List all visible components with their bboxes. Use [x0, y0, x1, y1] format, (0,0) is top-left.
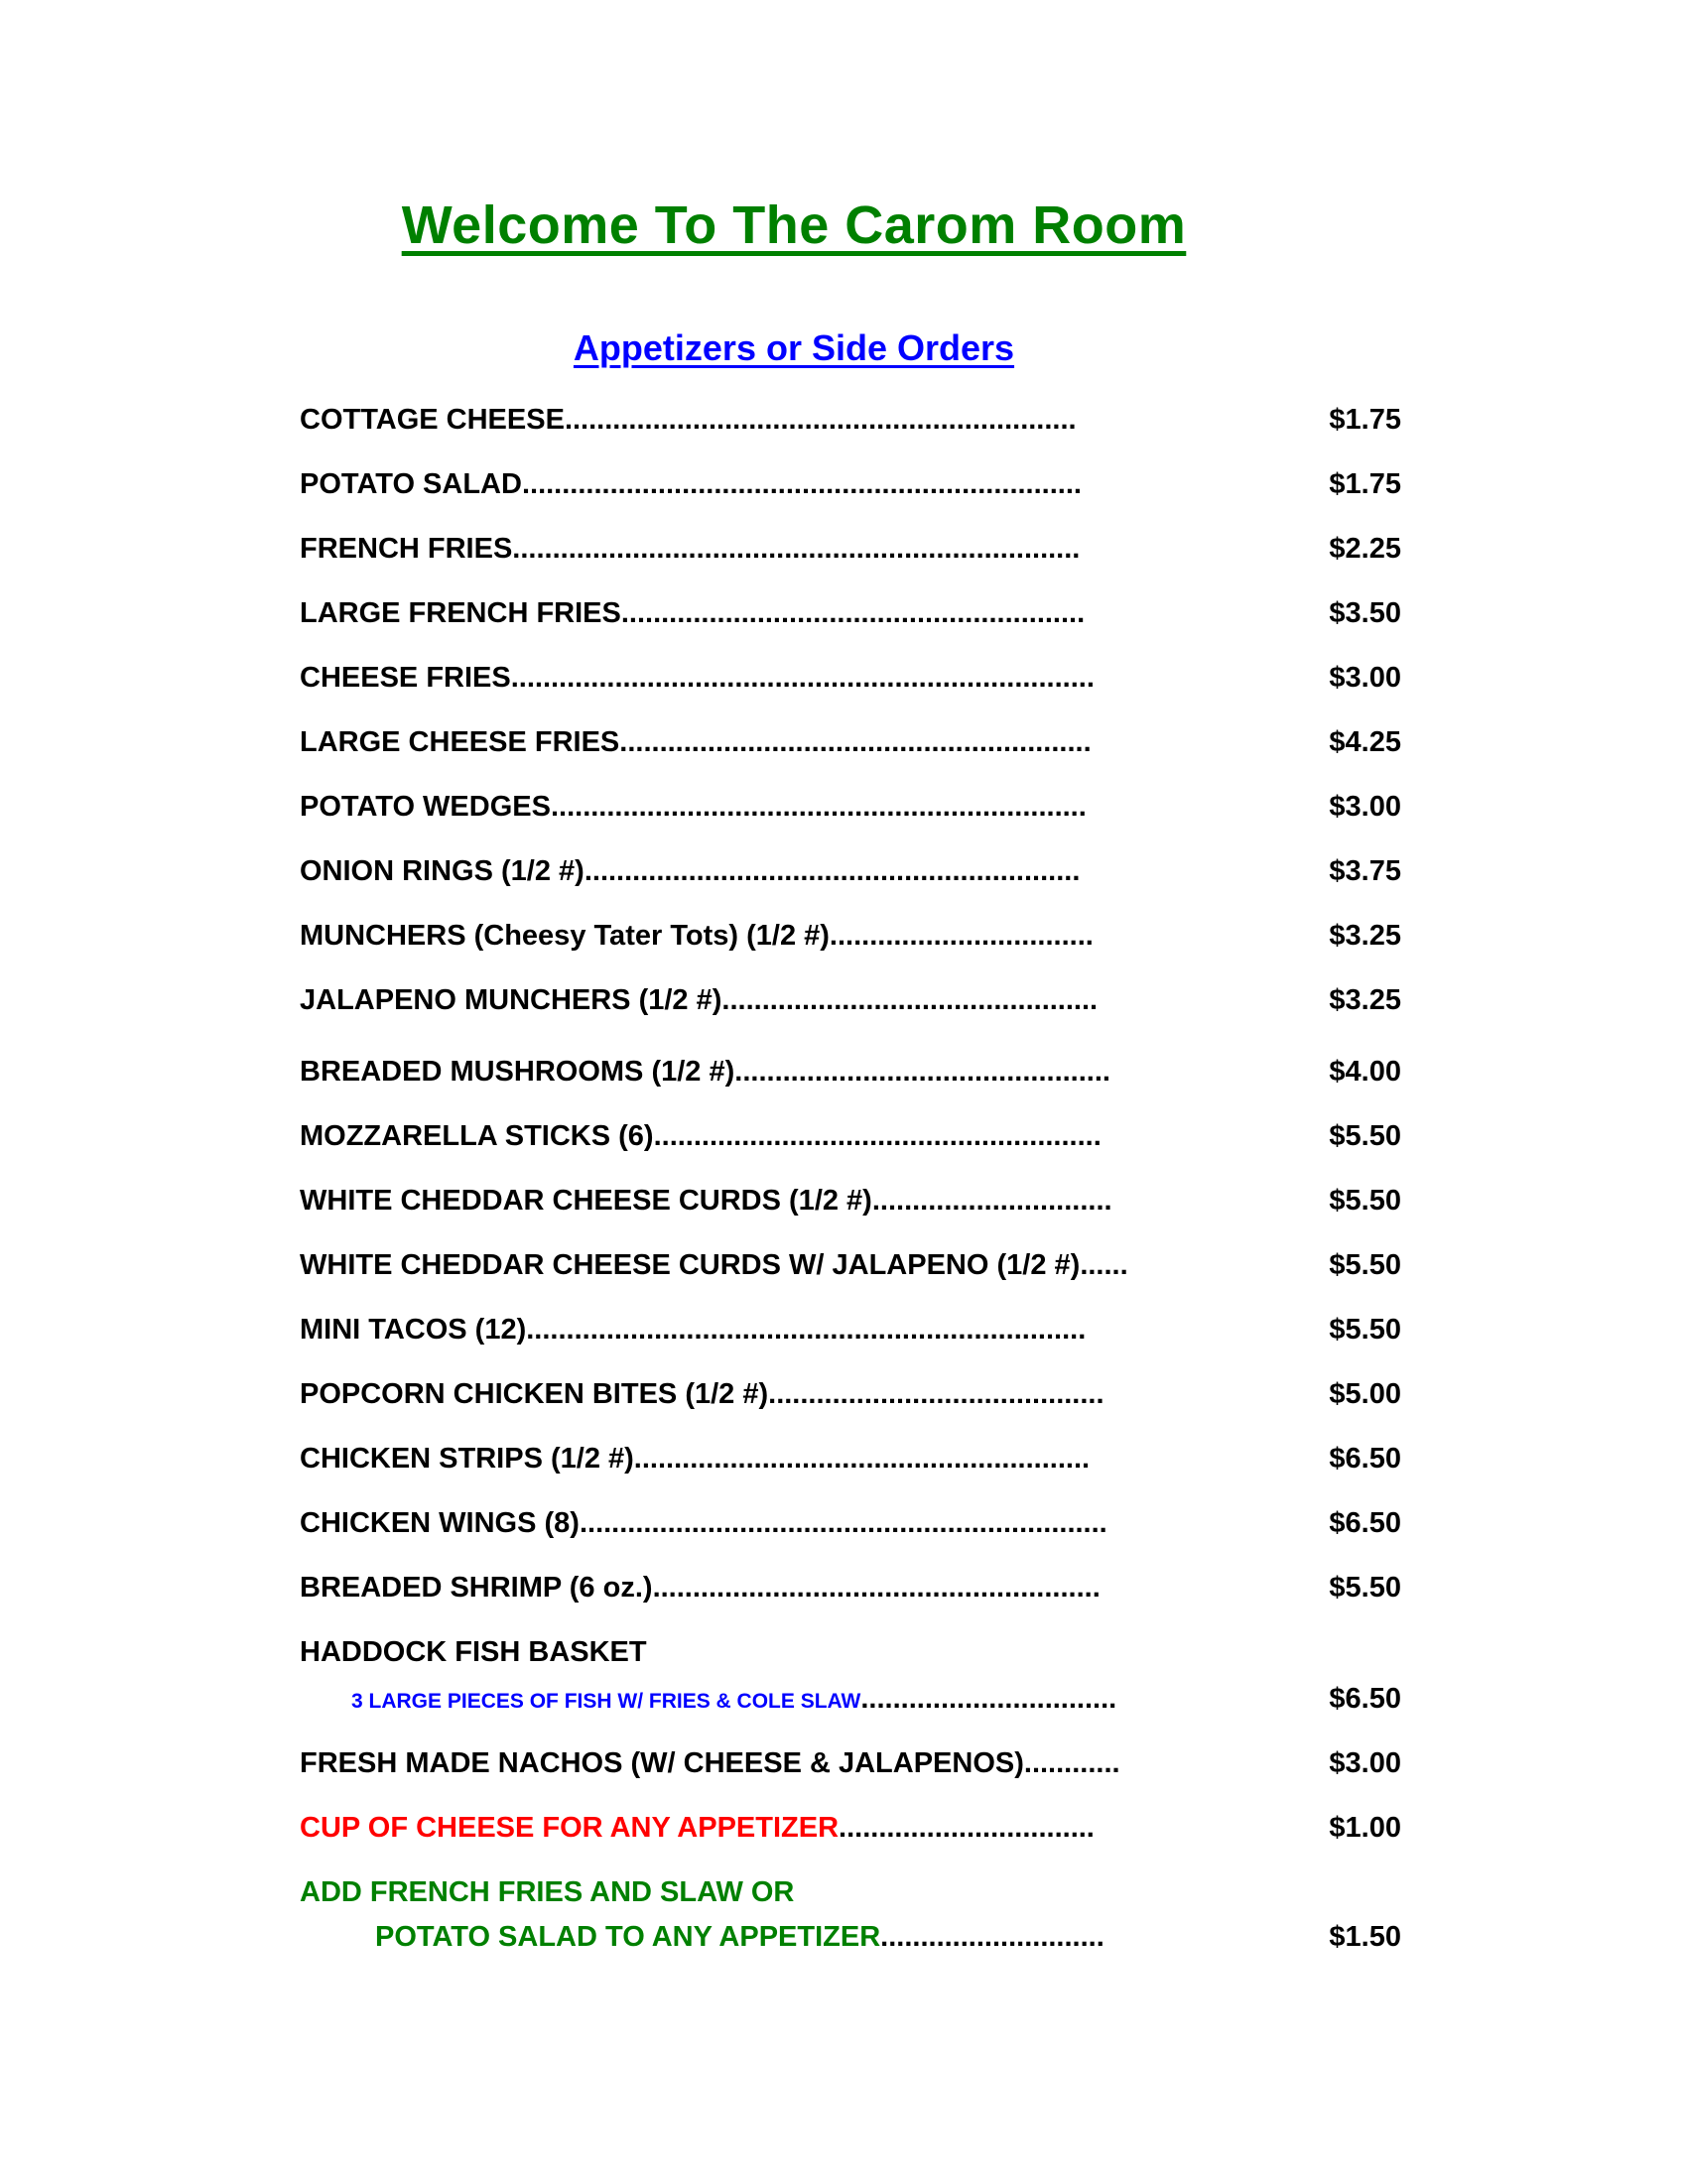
section-heading: Appetizers or Side Orders: [573, 327, 1015, 368]
item-name: LARGE FRENCH FRIES: [300, 597, 621, 629]
item-price: $6.50: [1329, 1507, 1401, 1539]
item-name: MOZZARELLA STICKS (6): [300, 1120, 654, 1152]
item-name: BREADED MUSHROOMS (1/2 #): [300, 1056, 735, 1088]
leader-dots: ........................................................: [653, 1120, 1102, 1152]
menu-item: [300, 1503, 1401, 1543]
menu-item-haddock-detail: [300, 1679, 1401, 1719]
item-name: FRESH MADE NACHOS (W/ CHEESE & JALAPENOS): [300, 1747, 1024, 1779]
leader-dots: ..............................: [871, 1185, 1112, 1217]
item-price: $1.75: [1329, 404, 1401, 436]
item-name-continued: POTATO SALAD TO ANY APPETIZER: [375, 1921, 881, 1953]
item-name: FRENCH FRIES: [300, 533, 513, 565]
item-price: $3.00: [1329, 1747, 1401, 1779]
menu-item-cheese-addon: [300, 1808, 1401, 1848]
leader-dots: ........................................................: [652, 1572, 1101, 1604]
leader-dots: ..........................................................: [620, 597, 1086, 629]
menu-item: [300, 529, 1401, 569]
item-name: JALAPENO MUNCHERS (1/2 #): [300, 984, 722, 1016]
item-description: 3 LARGE PIECES OF FISH W/ FRIES & COLE SLAW: [351, 1690, 861, 1713]
item-price: $6.50: [1329, 1443, 1401, 1475]
page-title: Welcome To The Carom Room: [401, 195, 1187, 255]
menu-item: [300, 464, 1401, 504]
menu-item: [300, 1310, 1401, 1349]
menu-item: [300, 1116, 1401, 1156]
item-price: $5.50: [1329, 1249, 1401, 1281]
item-price: $3.00: [1329, 791, 1401, 823]
leader-dots: ...................................................................: [550, 791, 1087, 823]
leader-dots: ...........................................................: [619, 726, 1092, 758]
item-price: $4.25: [1329, 726, 1401, 758]
item-price: $3.25: [1329, 920, 1401, 952]
item-name: BREADED SHRIMP (6 oz.): [300, 1572, 653, 1604]
menu-item: [300, 658, 1401, 698]
item-price: $5.50: [1329, 1572, 1401, 1604]
item-price: $3.75: [1329, 855, 1401, 887]
menu-item: [300, 400, 1401, 440]
item-name: HADDOCK FISH BASKET: [300, 1636, 647, 1668]
leader-dots: ..........................................: [768, 1378, 1104, 1410]
leader-dots: ............................: [880, 1921, 1104, 1953]
item-name: POPCORN CHICKEN BITES (1/2 #): [300, 1378, 769, 1410]
leader-dots: .................................: [829, 920, 1094, 952]
item-price: $3.00: [1329, 662, 1401, 694]
item-name: POTATO WEDGES: [300, 791, 551, 823]
item-name: COTTAGE CHEESE: [300, 404, 565, 436]
item-price: $5.50: [1329, 1185, 1401, 1217]
menu-item: [300, 1245, 1401, 1285]
leader-dots: .........................................................: [633, 1443, 1091, 1475]
menu-item: [300, 787, 1401, 827]
menu-item-fries-addon: [300, 1872, 1401, 1912]
leader-dots: ......: [1080, 1249, 1128, 1281]
menu-item: [300, 851, 1401, 891]
item-price: $5.00: [1329, 1378, 1401, 1410]
item-price: $3.25: [1329, 984, 1401, 1016]
leader-dots: ...............................................: [721, 984, 1099, 1016]
item-price: $5.50: [1329, 1314, 1401, 1346]
item-name: MUNCHERS (Cheesy Tater Tots) (1/2 #): [300, 920, 830, 952]
menu-item: [300, 1374, 1401, 1414]
menu-item: [300, 916, 1401, 956]
leader-dots: .........................................................................: [510, 662, 1095, 694]
menu-item-haddock: [300, 1632, 1401, 1672]
leader-dots: ................................: [860, 1683, 1117, 1715]
menu-item: [300, 1439, 1401, 1478]
leader-dots: ..............................................................: [584, 855, 1081, 887]
item-price: $6.50: [1329, 1683, 1401, 1715]
leader-dots: ................................................................: [564, 404, 1077, 436]
item-name: WHITE CHEDDAR CHEESE CURDS (1/2 #): [300, 1185, 872, 1217]
item-name: CHICKEN STRIPS (1/2 #): [300, 1443, 634, 1475]
item-name: WHITE CHEDDAR CHEESE CURDS W/ JALAPENO (1/2 #): [300, 1249, 1081, 1281]
leader-dots: ...............................................: [734, 1056, 1110, 1088]
item-name: CUP OF CHEESE FOR ANY APPETIZER: [300, 1812, 840, 1844]
menu-item-nachos: [300, 1743, 1401, 1783]
item-name: MINI TACOS (12): [300, 1314, 527, 1346]
menu-item: [300, 1052, 1401, 1092]
leader-dots: ......................................................................: [526, 1314, 1087, 1346]
menu-item: [300, 1568, 1401, 1607]
item-name: CHEESE FRIES: [300, 662, 511, 694]
item-price: $2.25: [1329, 533, 1401, 565]
menu-item: [300, 980, 1401, 1020]
item-price: $4.00: [1329, 1056, 1401, 1088]
item-price: $5.50: [1329, 1120, 1401, 1152]
item-price: $1.50: [1329, 1921, 1401, 1953]
leader-dots: ......................................................................: [521, 468, 1082, 500]
menu-item-fries-addon-line2: [300, 1917, 1401, 1957]
leader-dots: ..................................................................: [579, 1507, 1107, 1539]
item-name: POTATO SALAD: [300, 468, 522, 500]
leader-dots: ............: [1023, 1747, 1120, 1779]
item-name: LARGE CHEESE FRIES: [300, 726, 620, 758]
item-name: CHICKEN WINGS (8): [300, 1507, 580, 1539]
item-price: $3.50: [1329, 597, 1401, 629]
menu-item: [300, 722, 1401, 762]
leader-dots: ................................: [839, 1812, 1095, 1844]
leader-dots: .......................................................................: [512, 533, 1081, 565]
menu-item: [300, 1181, 1401, 1220]
item-price: $1.00: [1329, 1812, 1401, 1844]
item-price: $1.75: [1329, 468, 1401, 500]
item-name: ADD FRENCH FRIES AND SLAW OR: [300, 1876, 795, 1908]
menu-item: [300, 593, 1401, 633]
item-name: ONION RINGS (1/2 #): [300, 855, 584, 887]
